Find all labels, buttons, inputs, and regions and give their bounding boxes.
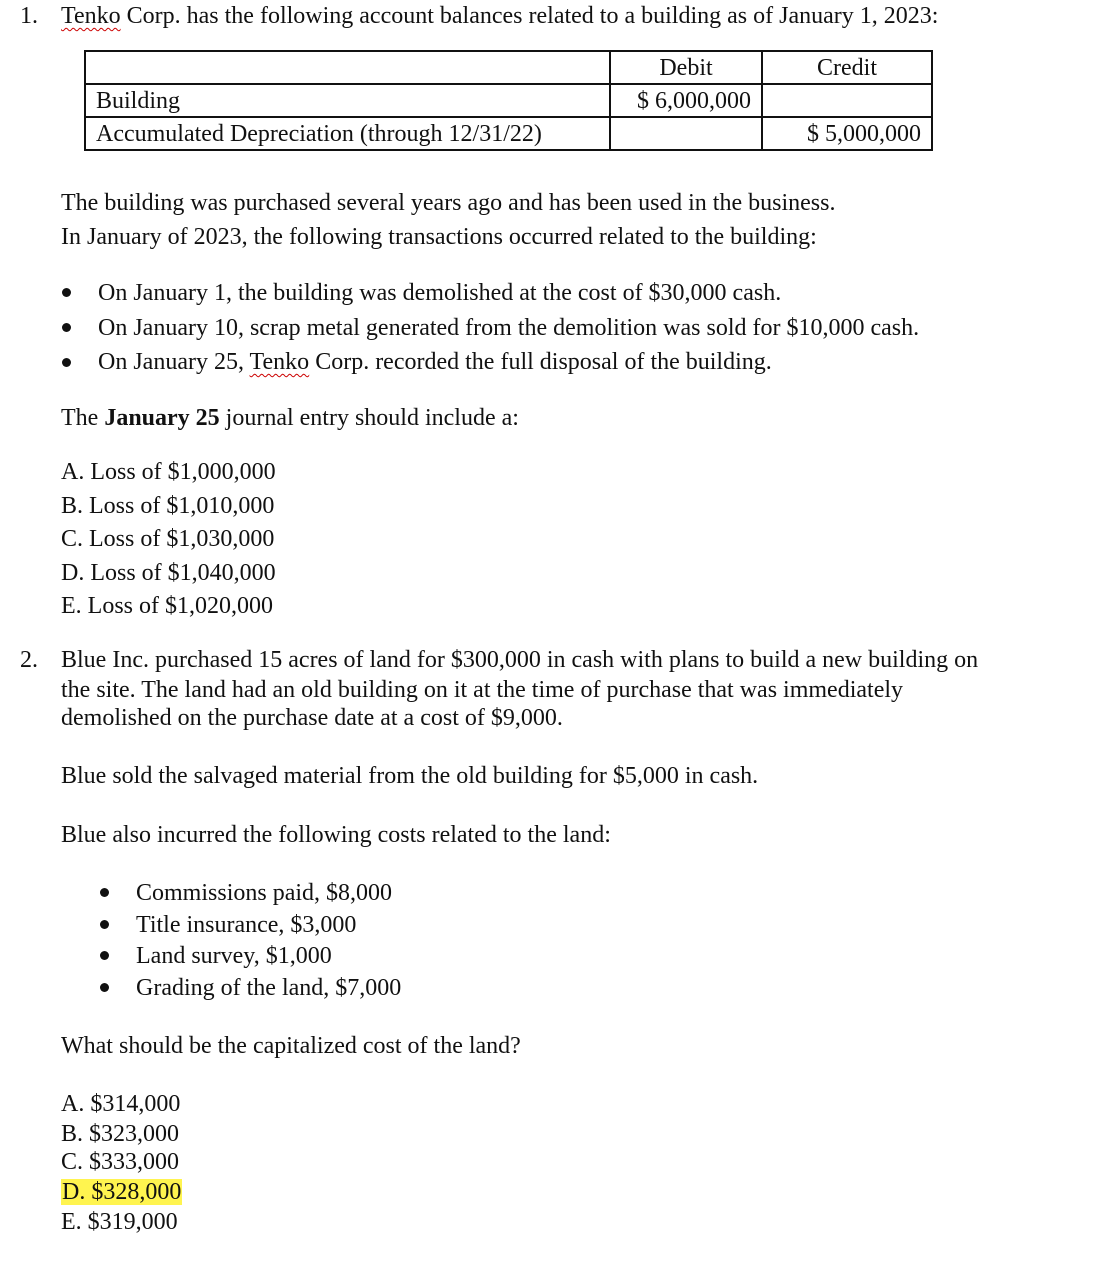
q2-question: What should be the capitalized cost of the land? [61, 1033, 521, 1059]
q2-line2: the site. The land had an old building on it at the time of purchase that was immediately [61, 677, 904, 703]
bullet-icon [62, 323, 71, 332]
q2-number: 2. [20, 647, 38, 673]
q1-bullet-2: On January 10, scrap metal generated from the demolition was sold for $10,000 cash. [98, 315, 920, 341]
row-credit: $ 5,000,000 [762, 117, 932, 150]
q1-intro-company: Tenko [61, 3, 121, 29]
header-account-cell [85, 51, 610, 84]
q1-paragraph-line1: The building was purchased several years ago and has been used in the business. [61, 190, 836, 216]
q1-intro [61, 4, 938, 28]
q1-option-e: E. Loss of $1,020,000 [61, 593, 273, 619]
header-credit: Credit [762, 51, 932, 84]
q2-option-b: B. $323,000 [61, 1121, 180, 1147]
q2-cost-3: Land survey, $1,000 [136, 943, 332, 969]
q1-bullet-3-post: Corp. recorded the full disposal of the building. [309, 349, 772, 375]
row-credit [762, 84, 932, 117]
q2-cost-2: Title insurance, $3,000 [136, 912, 357, 938]
q2-option-c: C. $333,000 [61, 1149, 180, 1175]
q1-intro-text: Corp. has the following account balances related to a building as of January 1, 2023: [120, 3, 939, 29]
q1-number: 1. [20, 3, 38, 29]
row-account: Building [85, 84, 610, 117]
bullet-icon [100, 951, 109, 960]
bullet-icon [100, 983, 109, 992]
table-header-row [85, 51, 932, 84]
q1-question [61, 406, 519, 430]
bullet-icon [100, 920, 109, 929]
table-row [85, 84, 932, 117]
q1-question-pre: The [61, 405, 105, 431]
row-account: Accumulated Depreciation (through 12/31/22) [85, 117, 610, 150]
q1-option-d: D. Loss of $1,040,000 [61, 560, 276, 586]
q2-line3: demolished on the purchase date at a cost of $9,000. [61, 705, 563, 731]
q2-cost-4: Grading of the land, $7,000 [136, 975, 402, 1001]
q1-option-b: B. Loss of $1,010,000 [61, 493, 275, 519]
q1-bullet-3 [98, 350, 772, 374]
q1-bullet-3-pre: On January 25, [98, 349, 250, 375]
account-balances-table [84, 50, 933, 151]
row-debit [610, 117, 762, 150]
q1-bullet-1: On January 1, the building was demolished at the cost of $30,000 cash. [98, 280, 782, 306]
q1-question-bold: January 25 [104, 405, 220, 431]
q2-line1: Blue Inc. purchased 15 acres of land for $300,000 in cash with plans to build a new building on [61, 647, 979, 673]
q1-option-a: A. Loss of $1,000,000 [61, 459, 276, 485]
q2-option-a: A. $314,000 [61, 1091, 181, 1117]
q1-option-c: C. Loss of $1,030,000 [61, 526, 275, 552]
row-debit: $ 6,000,000 [610, 84, 762, 117]
q2-salvage: Blue sold the salvaged material from the old building for $5,000 in cash. [61, 763, 759, 789]
q2-cost-1: Commissions paid, $8,000 [136, 880, 393, 906]
header-debit: Debit [610, 51, 762, 84]
highlighted-answer: D. $328,000 [62, 1179, 182, 1205]
bullet-icon [62, 288, 71, 297]
q1-question-post: journal entry should include a: [219, 405, 519, 431]
q2-option-d [61, 1180, 182, 1204]
q1-bullet-3-company: Tenko [249, 349, 310, 375]
q2-option-e: E. $319,000 [61, 1209, 178, 1235]
q1-paragraph-line2: In January of 2023, the following transactions occurred related to the building: [61, 224, 817, 250]
bullet-icon [62, 358, 71, 367]
table-row [85, 117, 932, 150]
bullet-icon [100, 888, 109, 897]
q2-also: Blue also incurred the following costs related to the land: [61, 822, 611, 848]
